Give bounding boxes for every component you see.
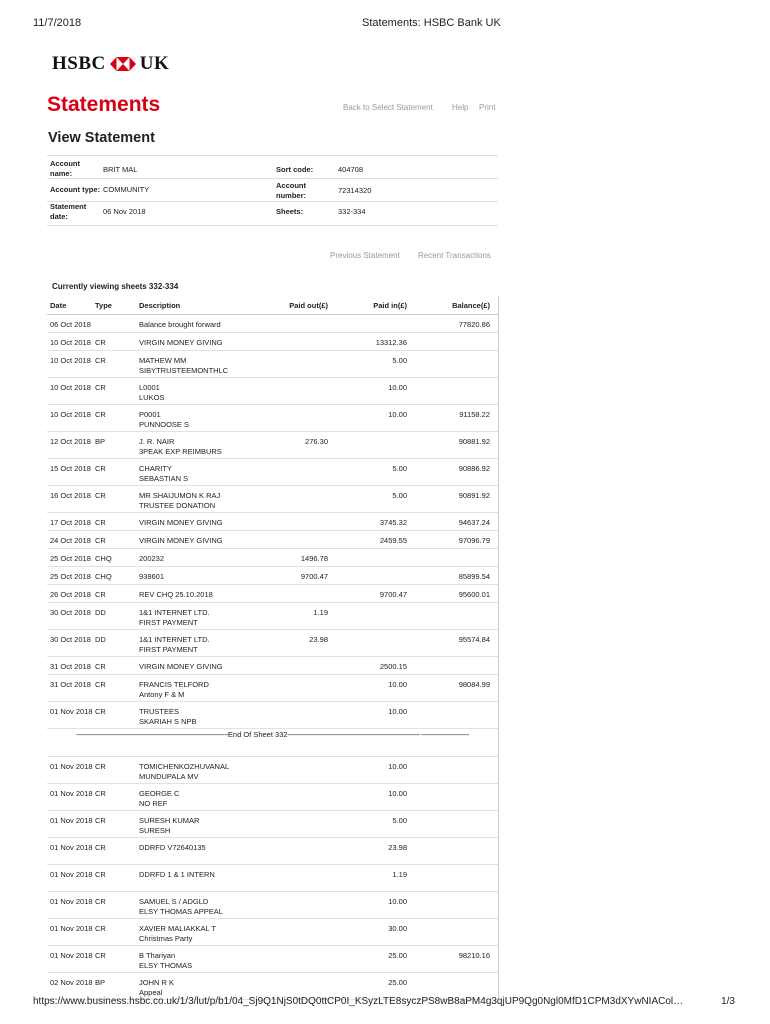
cell-description [139,608,269,628]
table-row [47,531,498,549]
cell-description [139,762,269,782]
column-header-balance: Balance(£) [452,301,490,310]
description-line-1: JOHN R K [139,978,175,987]
previous-statement-link[interactable]: Previous Statement [330,251,400,260]
cell-balance: 77820.86 [458,320,490,329]
cell-description [139,554,269,564]
hsbc-uk-logo[interactable] [52,53,169,75]
cell-type: CR [95,897,106,906]
divider [47,155,498,156]
table-row [47,630,498,657]
table-row [47,657,498,675]
cell-type: CR [95,536,106,545]
description-line-2: NO REF [139,799,168,808]
description-line-2: FIRST PAYMENT [139,645,198,654]
cell-description [139,635,269,655]
column-header-paid-in: Paid in(£) [373,301,407,310]
description-line-1: J. R. NAIR [139,437,175,446]
cell-description [139,536,269,546]
table-row [47,315,498,333]
column-header-type: Type [95,301,112,310]
cell-paid-out: 23.98 [309,635,328,644]
description-line-1: XAVIER MALIAKKAL T [139,924,216,933]
cell-description [139,572,269,582]
divider [47,201,498,202]
cell-type: CR [95,951,106,960]
cell-paid-in: 13312.36 [375,338,407,347]
cell-date: 01 Nov 2018 [50,843,93,852]
description-line-1: FRANCIS TELFORD [139,680,209,689]
cell-date: 01 Nov 2018 [50,816,93,825]
cell-paid-in: 5.00 [392,356,407,365]
description-line-1: L0001 [139,383,160,392]
cell-type: CR [95,707,106,716]
cell-date: 02 Nov 2018 [50,978,93,987]
description-line-1: B Thariyan [139,951,176,960]
footer-page-number: 1/3 [721,996,735,1007]
cell-type: CR [95,518,106,527]
column-header-date: Date [50,301,67,310]
cell-balance: 95574.84 [458,635,490,644]
cell-date: 06 Oct 2018 [50,320,91,329]
column-header-paid-out: Paid out(£) [289,301,328,310]
description-line-1: DDRFD V72640135 [139,843,206,852]
table-row [47,585,498,603]
cell-paid-in: 25.00 [388,978,407,987]
table-row [47,919,498,946]
table-row [47,702,498,729]
cell-type: CR [95,491,106,500]
table-row [47,892,498,919]
description-line-1: VIRGIN MONEY GIVING [139,662,223,671]
cell-date: 30 Oct 2018 [50,635,91,644]
cell-balance: 98084.99 [458,680,490,689]
cell-balance: 97096.79 [458,536,490,545]
cell-description [139,437,269,457]
table-row [47,459,498,486]
cell-type: CR [95,816,106,825]
cell-balance: 91158.22 [459,410,490,419]
cell-balance: 90891.92 [458,491,490,500]
cell-paid-in: 2459.55 [379,536,407,545]
account-number-value: 72314320 [338,186,372,195]
cell-description [139,816,269,836]
description-line-1: REV CHQ 25.10.2018 [139,590,213,599]
description-line-1: P0001 [139,410,161,419]
cell-date: 01 Nov 2018 [50,924,93,933]
description-line-1: CHARITY [139,464,172,473]
cell-date: 10 Oct 2018 [50,383,91,392]
cell-date: 31 Oct 2018 [50,680,91,689]
cell-balance: 95600.01 [458,590,490,599]
cell-paid-in: 10.00 [388,789,407,798]
cell-type: CR [95,789,106,798]
description-line-2: 3PEAK EXP REIMBURS [139,447,222,456]
cell-paid-in: 10.00 [388,680,407,689]
column-header-description: Description [139,301,181,310]
cell-paid-in: 1.19 [392,870,407,879]
cell-type: BP [95,437,106,446]
cell-date: 01 Nov 2018 [50,762,93,771]
transaction-rows-sheet-332 [47,315,498,729]
cell-date: 01 Nov 2018 [50,870,93,879]
table-row [47,567,498,585]
cell-description [139,978,269,998]
cell-type: CHQ [95,554,112,563]
table-header [47,296,498,315]
cell-type: DD [95,608,106,617]
logo-text-uk: UK [139,53,170,74]
account-name-value: BRIT MAL [103,165,138,174]
cell-date: 31 Oct 2018 [50,662,91,671]
table-row [47,865,498,892]
cell-description [139,383,269,403]
cell-paid-out: 276.30 [305,437,328,446]
transactions-table [47,296,499,1000]
cell-paid-in: 5.00 [392,816,407,825]
divider [47,225,498,226]
cell-date: 01 Nov 2018 [50,789,93,798]
divider [47,178,498,179]
cell-date: 12 Oct 2018 [50,437,91,446]
table-row [47,784,498,811]
cell-description [139,951,269,971]
cell-description [139,707,269,727]
table-row [47,757,498,784]
cell-type: CR [95,383,106,392]
description-line-2: SEBASTIAN S [139,474,189,483]
description-line-1: 938601 [139,572,165,581]
cell-paid-in: 30.00 [388,924,407,933]
description-line-2: SIBYTRUSTEEMONTHLC [139,366,229,375]
cell-paid-in: 10.00 [388,410,407,419]
sheets-value: 332-334 [338,207,366,216]
print-date: 11/7/2018 [33,17,82,29]
cell-type: BP [95,978,106,987]
statement-date-label: Statement date: [50,202,87,221]
cell-paid-in: 9700.47 [379,590,407,599]
account-name-label: Account name: [50,159,80,178]
page-title: Statements [47,93,161,116]
description-line-2: SKARIAH S NPB [139,717,197,726]
cell-paid-in: 5.00 [392,464,407,473]
table-row [47,513,498,531]
cell-description [139,870,269,880]
description-line-1: MATHEW MM [139,356,187,365]
cell-date: 17 Oct 2018 [50,518,91,527]
table-row [47,549,498,567]
cell-date: 25 Oct 2018 [50,554,91,563]
cell-type: DD [95,635,106,644]
description-line-2: ELSY THOMAS APPEAL [139,907,223,916]
description-line-1: VIRGIN MONEY GIVING [139,518,223,527]
cell-type: CR [95,662,106,671]
description-line-1: SAMUEL S / ADGLD [139,897,209,906]
table-row [47,811,498,838]
statement-date-value: 06 Nov 2018 [103,207,146,216]
cell-balance: 94637.24 [458,518,490,527]
cell-date: 16 Oct 2018 [50,491,91,500]
table-row [47,351,498,378]
description-line-2: Antony F & M [139,690,185,699]
cell-description [139,680,269,700]
cell-balance: 98210.16 [458,951,490,960]
help-link[interactable]: Help [452,103,469,112]
description-line-2: LUKOS [139,393,165,402]
cell-date: 10 Oct 2018 [50,356,91,365]
cell-paid-in: 2500.15 [379,662,407,671]
cell-date: 10 Oct 2018 [50,338,91,347]
cell-description [139,843,269,853]
account-type-value: COMMUNITY [103,185,150,194]
cell-date: 15 Oct 2018 [50,464,91,473]
table-row [47,486,498,513]
cell-description [139,320,269,330]
description-line-1: 1&1 INTERNET LTD. [139,608,210,617]
cell-type: CR [95,762,106,771]
cell-type: CR [95,924,106,933]
cell-description [139,662,269,672]
cell-paid-in: 5.00 [392,491,407,500]
cell-description [139,338,269,348]
table-row [47,378,498,405]
description-line-1: GEORGE C [139,789,180,798]
cell-date: 24 Oct 2018 [50,536,91,545]
end-of-sheet-label: End Of Sheet 332 [227,730,288,739]
view-statement-heading: View Statement [48,130,155,146]
sort-code-value: 404708 [338,165,364,174]
description-line-1: TRUSTEES [139,707,180,716]
print-link[interactable]: Print [479,103,496,112]
print-page-title: Statements: HSBC Bank UK [362,17,501,29]
end-of-sheet-separator [47,729,498,757]
cell-type: CR [95,338,106,347]
cell-type: CR [95,843,106,852]
cell-balance: 90886.92 [458,464,490,473]
viewing-sheets-caption: Currently viewing sheets 332-334 [52,282,179,291]
account-number-label: Account number: [276,181,306,200]
table-row [47,333,498,351]
description-line-1: Balance brought forward [139,320,221,329]
recent-transactions-link[interactable]: Recent Transactions [418,251,491,260]
cell-balance: 85899.54 [458,572,490,581]
description-line-2: FIRST PAYMENT [139,618,198,627]
cell-date: 26 Oct 2018 [50,590,91,599]
description-line-1: TOMICHENKOZHUVANAL [139,762,230,771]
cell-paid-in: 23.98 [388,843,407,852]
description-line-1: DDRFD 1 & 1 INTERN [139,870,215,879]
description-line-2: MUNDUPALA MV [139,772,199,781]
description-line-1: VIRGIN MONEY GIVING [139,338,223,347]
cell-description [139,410,269,430]
cell-date: 01 Nov 2018 [50,951,93,960]
cell-description [139,897,269,917]
cell-description [139,464,269,484]
cell-description [139,491,269,511]
cell-type: CHQ [95,572,112,581]
cell-date: 25 Oct 2018 [50,572,91,581]
description-line-1: 1&1 INTERNET LTD. [139,635,210,644]
cell-paid-out: 9700.47 [300,572,328,581]
table-row [47,405,498,432]
account-type-label: Account type: [50,185,101,194]
table-row [47,838,498,865]
cell-paid-in: 10.00 [388,707,407,716]
description-line-2: Christmas Party [139,934,193,943]
hsbc-hexagon-icon [110,57,136,71]
table-row [47,675,498,702]
end-of-sheet-rule-right: ------------------------------------------------------------------ ------------------------ [287,730,469,739]
cell-type: CR [95,680,106,689]
cell-description [139,590,269,600]
description-line-1: VIRGIN MONEY GIVING [139,536,223,545]
cell-paid-in: 10.00 [388,897,407,906]
cell-paid-out: 1496.78 [300,554,328,563]
table-row [47,432,498,459]
description-line-1: SURESH KUMAR [139,816,200,825]
cell-description [139,518,269,528]
cell-paid-in: 10.00 [388,383,407,392]
cell-type: CR [95,410,106,419]
table-row [47,603,498,630]
description-line-1: 200232 [139,554,165,563]
description-line-2: TRUSTEE DONATION [139,501,216,510]
description-line-2: Appeal [139,988,163,997]
cell-paid-in: 10.00 [388,762,407,771]
table-row [47,946,498,973]
cell-paid-in: 3745.32 [379,518,407,527]
cell-date: 01 Nov 2018 [50,707,93,716]
description-line-2: PUNNOOSE S [139,420,190,429]
cell-description [139,356,269,376]
description-line-2: SURESH [139,826,171,835]
cell-date: 30 Oct 2018 [50,608,91,617]
cell-description [139,924,269,944]
sort-code-label: Sort code: [276,165,314,174]
sheets-label: Sheets: [276,207,304,216]
end-of-sheet-rule-left: ---------------------------------------------------------------------------- [76,730,228,739]
cell-paid-out: 1.19 [313,608,328,617]
description-line-2: ELSY THOMAS [139,961,193,970]
cell-type: CR [95,870,106,879]
cell-type: CR [95,590,106,599]
transaction-rows-sheet-333 [47,757,498,1000]
footer-url: https://www.business.hsbc.co.uk/1/3/lut/p/b1/04_Sj9Q1NjS0tDQ0ttCP0I_KSyzLTE8syczPS8wB8aPM4g3qjUP9Qg0Ngl0MfD1CPM3dXYwNIACol… [33,996,684,1007]
logo-text-hsbc: HSBC [52,53,106,74]
cell-description [139,789,269,809]
description-line-1: MR SHAIJUMON K RAJ [139,491,221,500]
cell-balance: 90881.92 [458,437,490,446]
cell-type: CR [95,464,106,473]
cell-type: CR [95,356,106,365]
cell-date: 01 Nov 2018 [50,897,93,906]
cell-paid-in: 25.00 [388,951,407,960]
cell-date: 10 Oct 2018 [50,410,91,419]
back-to-select-statement-link[interactable]: Back to Select Statement [343,103,433,112]
